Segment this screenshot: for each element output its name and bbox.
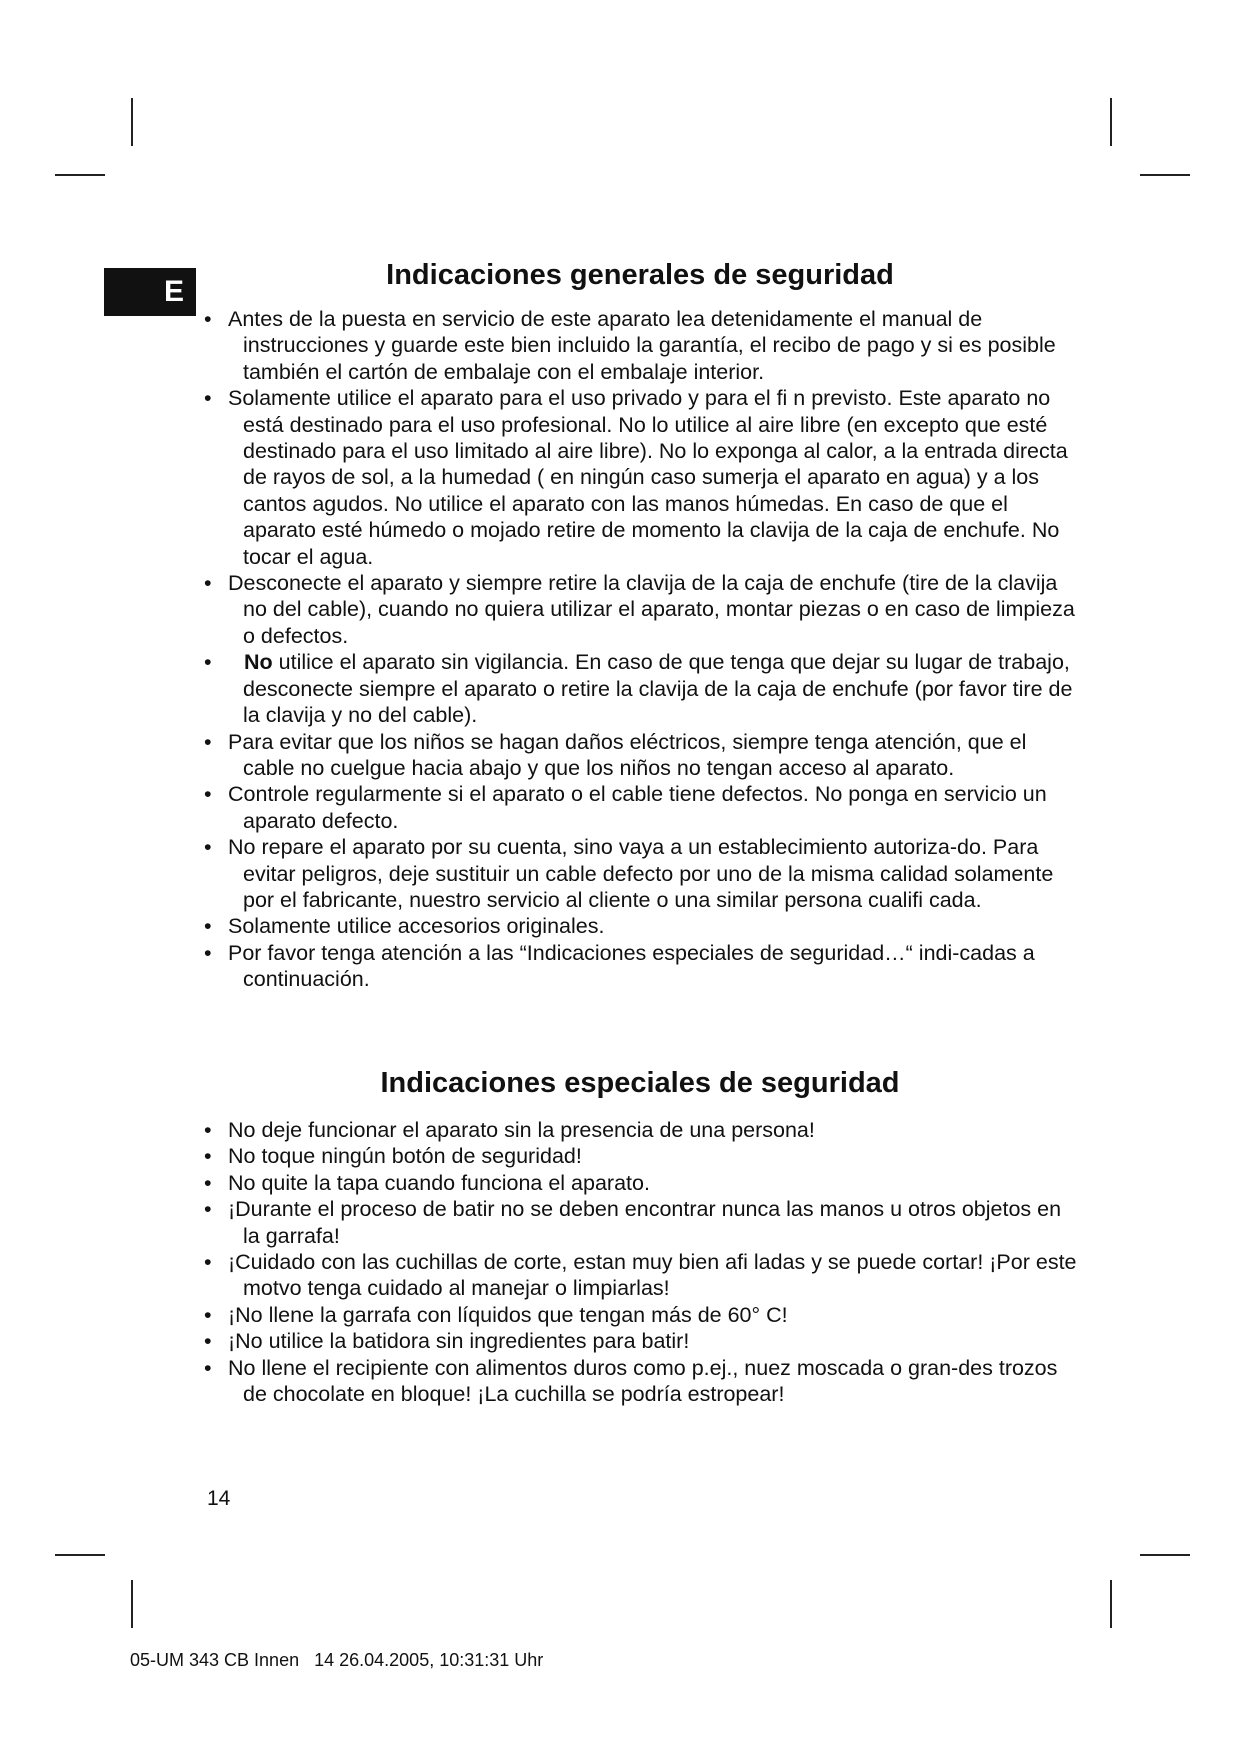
list-item: • No deje funcionar el aparato sin la presencia de una persona! [200,1117,1080,1143]
crop-mark-bottom-right-horizontal [1140,1554,1190,1556]
crop-mark-bottom-left-horizontal [55,1554,105,1556]
print-slug: 05-UM 343 CB Innen 14 26.04.2005, 10:31:31 Uhr [130,1650,544,1670]
page-number: 14 [207,1487,231,1510]
general-safety-list [200,306,1080,993]
list-item: • ¡No utilice la batidora sin ingredientes para batir! [200,1328,1080,1354]
list-item: • Controle regularmente si el aparato o el cable tiene defectos. No ponga en servicio un aparato defecto. [200,781,1080,834]
list-item: • Solamente utilice accesorios originales. [200,913,1080,939]
list-item: • Desconecte el aparato y siempre retire la clavija de la caja de enchufe (tire de la clavija no del cable), cuando no quiera utilizar el aparato, montar piezas o en caso de limpieza o defectos. [200,570,1080,649]
list-item: • Por favor tenga atención a las “Indicaciones especiales de seguridad…“ indi-cadas a continuación. [200,940,1080,993]
list-item: • ¡No llene la garrafa con líquidos que tengan más de 60° C! [200,1302,1080,1328]
special-safety-title: Indicaciones especiales de seguridad [380,1067,900,1099]
language-tab: E [104,268,196,316]
list-item: • ¡Durante el proceso de batir no se deben encontrar nunca las manos u otros objetos en la garrafa! [200,1196,1080,1249]
list-item-text: utilice el aparato sin vigilancia. En caso de que tenga que dejar su lugar de trabajo, desconecte siempre el aparato o retire la clavija de la caja de enchufe (por favor tire de la clavija y no del cable). [243,650,1073,728]
list-item: • No repare el aparato por su cuenta, sino vaya a un establecimiento autoriza-do. Para evitar peligros, deje sustituir un cable defecto por uno de la misma calidad solamente por el fabricante, nuestro servicio al cliente o una similar persona cualifi cada. [200,834,1080,913]
crop-mark-top-left-vertical [131,98,133,146]
crop-mark-top-left-horizontal [55,174,105,176]
list-item [200,649,1080,728]
list-item: • No llene el recipiente con alimentos duros como p.ej., nuez moscada o gran-des trozos de chocolate en bloque! ¡La cuchilla se podría estropear! [200,1355,1080,1408]
crop-mark-bottom-left-vertical [131,1580,133,1628]
list-item: • Para evitar que los niños se hagan daños eléctricos, siempre tenga atención, que el cable no cuelgue hacia abajo y que los niños no tengan acceso al aparato. [200,729,1080,782]
list-item: • Solamente utilice el aparato para el uso privado y para el fi n previsto. Este aparato no está destinado para el uso profesional. No lo utilice al aire libre (en excepto que esté destinado para el uso limitado al aire libre). No lo exponga al calor, a la entrada directa de rayos de sol, a la humedad ( en ningún caso sumerja el aparato en agua) y a los cantos agudos. No utilice el aparato con las manos húmedas. En caso de que el aparato esté húmedo o mojado retire de momento la clavija de la caja de enchufe. No tocar el agua. [200,385,1080,570]
special-safety-list [200,1117,1080,1407]
crop-mark-bottom-right-vertical [1110,1580,1112,1628]
crop-mark-top-right-vertical [1110,98,1112,146]
list-item: • No quite la tapa cuando funciona el aparato. [200,1170,1080,1196]
list-item: • ¡Cuidado con las cuchillas de corte, estan muy bien afi ladas y se puede cortar! ¡Por este motvo tenga cuidado al manejar o limpiarlas! [200,1249,1080,1302]
general-safety-title: Indicaciones generales de seguridad [386,259,894,291]
list-item: • Antes de la puesta en servicio de este aparato lea detenidamente el manual de instrucciones y guarde este bien incluido la garantía, el recibo de pago y si es posible también el cartón de embalaje con el embalaje interior. [200,306,1080,385]
list-item-emphasis: No [244,650,273,675]
crop-mark-top-right-horizontal [1140,174,1190,176]
list-item: • No toque ningún botón de seguridad! [200,1143,1080,1169]
